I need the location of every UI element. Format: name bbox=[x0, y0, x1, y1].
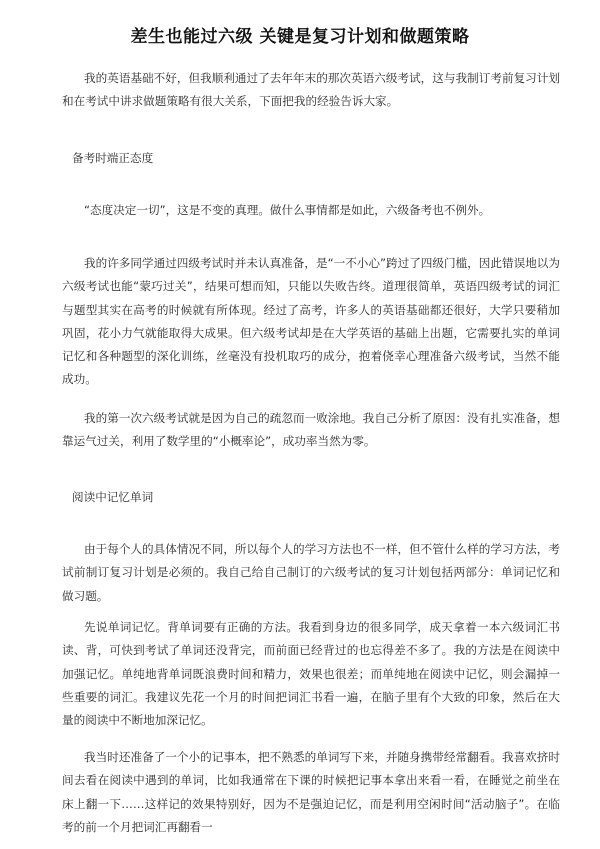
section-heading-attitude: 备考时端正态度 bbox=[72, 151, 154, 165]
paragraph-classmates: 我的许多同学通过四级考试时并未认真准备，是“一不小心”跨过了四级门槛，因此错误地以为六级考试也能“蒙巧过关”，结果可想而知，只能以失败告终。道理很简单，英语四级考试的词汇与题型其实在高考的时候就有所体现。经过了高考，许多人的英语基础都还很好，大学只要稍加巩固，花小力气就能取得大成果。但六级考试却是在大学英语的基础上出题，它需要扎实的单词记忆和各种题型的深化训练，丝毫没有投机取巧的成分，抱着侥幸心理准备六级考试，当然不能成功。 bbox=[62, 256, 560, 387]
paragraph-notebook: 我当时还准备了一个小的记事本，把不熟悉的单词写下来，并随身携带经常翻看。我喜欢挤时间去看在阅读中遇到的单词，比如我通常在下课的时候把记事本拿出来看一看，在睡觉之前坐在床上翻一下……这样记的效果特别好，因为不是强迫记忆，而是利用空闲时间“活动脑子”。在临考的前一个月把词汇再翻看一 bbox=[62, 750, 560, 834]
paragraph-word-memory: 先说单词记忆。背单词要有正确的方法。我看到身边的很多同学，成天拿着一本六级词汇书读、背，可快到考试了单词还没背完，而前面已经背过的也忘得差不多了。我的方法是在阅读中加强记忆。单纯地背单词既浪费时间和精力，效果也很差；而单纯地在阅读中记忆，则会漏掉一些重要的词汇。我建议先花一个月的时间把词汇书看一遍，在脑子里有个大致的印象，然后在大量的阅读中不断地加深记忆。 bbox=[62, 620, 560, 728]
paragraph-first-attempt: 我的第一次六级考试就是因为自己的疏忽而一败涂地。我自己分析了原因：没有扎实准备，想靠运气过关，利用了数学里的“小概率论”，成功率当然为零。 bbox=[62, 411, 560, 449]
paragraph-study-plan: 由于每个人的具体情况不同，所以每个人的学习方法也不一样，但不管什么样的学习方法，考试前制订复习计划是必须的。我自己给自己制订的六级考试的复习计划包括两部分：单词记忆和做习题。 bbox=[62, 542, 560, 603]
paragraph-intro: 我的英语基础不好，但我顺利通过了去年年末的那次英语六级考试，这与我制订考前复习计划和在考试中讲求做题策略有很大关系，下面把我的经验告诉大家。 bbox=[62, 71, 560, 109]
paragraph-attitude: “态度决定一切”，这是不变的真理。做什么事情都是如此，六级备考也不例外。 bbox=[84, 203, 491, 217]
document-title: 差生也能过六级 关键是复习计划和做题策略 bbox=[130, 27, 470, 47]
section-heading-vocabulary: 阅读中记忆单词 bbox=[72, 490, 154, 504]
